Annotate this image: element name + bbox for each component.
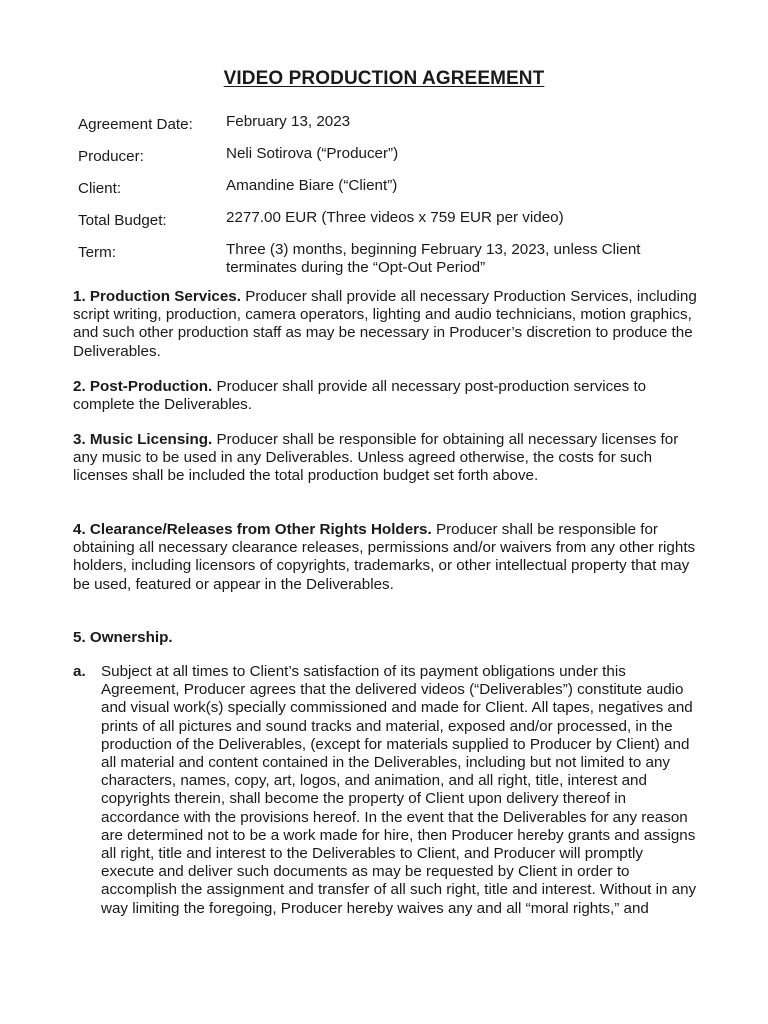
term-label: Agreement Date:	[78, 116, 193, 133]
term-row-agreement-date	[78, 113, 698, 134]
ownership-item-a	[73, 663, 698, 918]
section-heading: 3. Music Licensing.	[73, 431, 213, 448]
term-label: Producer:	[78, 148, 144, 165]
term-value: Amandine Biare (“Client”)	[226, 177, 398, 194]
term-value: February 13, 2023	[226, 113, 351, 130]
term-value: 2277.00 EUR (Three videos x 759 EUR per video)	[226, 209, 564, 226]
section-ownership	[73, 629, 698, 647]
section-paragraph	[73, 521, 698, 594]
section-text: Producer shall provide all necessary Production Services, including script writing, production, camera operators, lighting and audio technicians, motion graphics, and such other production staff as may be necessary in Producer’s discretion to produce the Deliverables.	[73, 288, 697, 360]
term-value: Neli Sotirova (“Producer”)	[226, 145, 399, 162]
section-paragraph	[73, 378, 698, 414]
document-title: VIDEO PRODUCTION AGREEMENT	[223, 68, 545, 89]
term-row-client	[78, 177, 698, 198]
section-text: Producer shall be responsible for obtaining all necessary licenses for any music to be used in any Deliverables. Unless agreed otherwise, the costs for such licenses shall be included the total production budget set forth above.	[73, 431, 679, 485]
section-paragraph	[73, 629, 698, 647]
section-heading: 4. Clearance/Releases from Other Rights Holders.	[73, 521, 432, 538]
term-label: Total Budget:	[78, 212, 167, 229]
term-row-producer	[78, 145, 698, 166]
term-row-total-budget	[78, 209, 698, 230]
term-value: Three (3) months, beginning February 13, 2023, unless Client terminates during the “Opt-Out Period”	[226, 241, 641, 276]
section-post-production	[73, 378, 698, 414]
agreement-terms-table	[78, 113, 698, 288]
section-heading: 5. Ownership.	[73, 629, 173, 646]
section-text: Producer shall provide all necessary post-production services to complete the Deliverables.	[73, 378, 647, 414]
term-label: Term:	[78, 244, 116, 261]
section-production-services	[73, 288, 698, 361]
section-heading: 2. Post-Production.	[73, 378, 213, 395]
section-clearance-releases	[73, 521, 698, 594]
term-row-term	[78, 241, 698, 277]
section-paragraph	[73, 431, 698, 486]
section-text: Producer shall be responsible for obtaining all necessary clearance releases, permissions and/or waivers from any other rights holders, including licensors of copyrights, trademarks, or other intellectual property that may be used, featured or appear in the Deliverables.	[73, 521, 696, 593]
section-paragraph	[73, 288, 698, 361]
section-heading: 1. Production Services.	[73, 288, 241, 305]
list-item-text: Subject at all times to Client’s satisfaction of its payment obligations under this Agreement, Producer agrees that the delivered videos (“Deliverables”) constitute audio and visual work(s) specially commissioned and made for Client. All tapes, negatives and prints of all pictures and sound tracks and material, exposed and/or processed, in the production of the Deliverables, (except for materials supplied to Producer by Client) and all material and content contained in the Deliverables, including but not limited to any characters, names, copy, art, logos, and animation, and all right, title, interest and copyrights therein, shall become the property of Client upon delivery thereof in accordance with the provisions hereof. In the event that the Deliverables for any reason are determined not to be a work made for hire, then Producer hereby grants and assigns all right, title and interest to the Deliverables to Client, and Producer will promptly execute and deliver such documents as may be requested by Client in order to accomplish the assignment and transfer of all such right, title and interest. Without in any way limiting the foregoing, Producer hereby waives any and all “moral rights,” and	[101, 663, 697, 917]
term-label: Client:	[78, 180, 122, 197]
section-music-licensing	[73, 431, 698, 486]
list-marker: a.	[73, 663, 86, 680]
